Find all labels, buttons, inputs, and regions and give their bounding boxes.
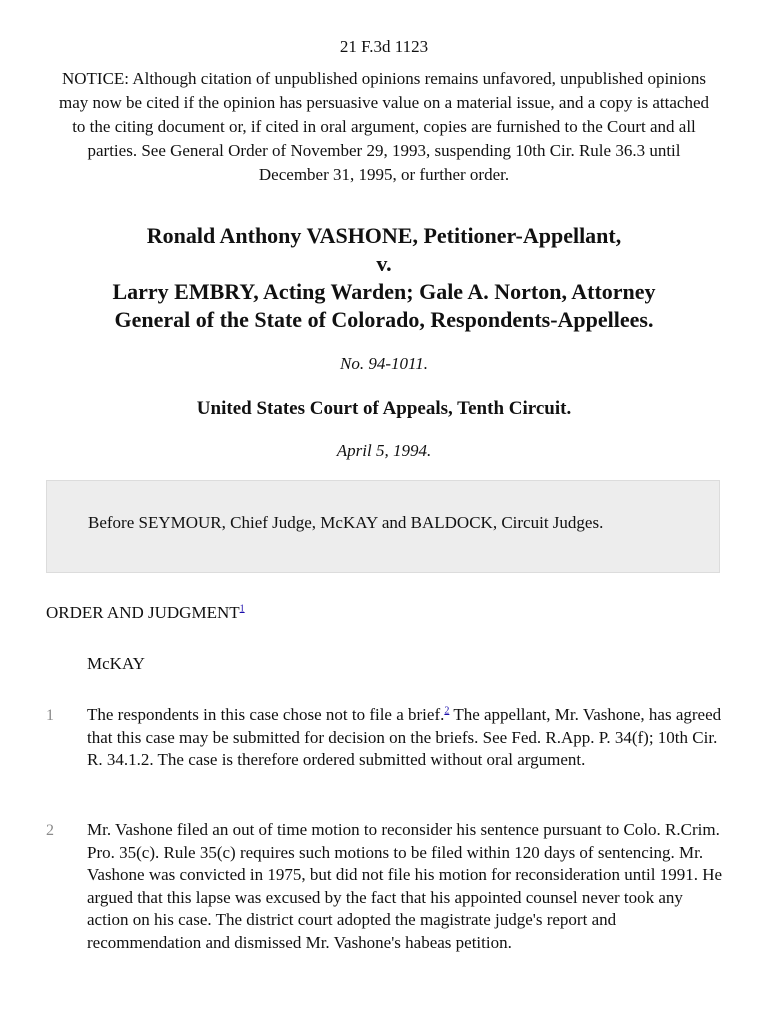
paragraph-number: 1	[46, 707, 54, 724]
opinion-paragraph	[87, 704, 723, 772]
paragraph-text: The respondents in this case chose not to file a brief.	[87, 705, 445, 724]
case-citation: 21 F.3d 1123	[339, 37, 429, 56]
case-caption	[40, 222, 728, 334]
docket-number: No. 94-1011.	[340, 354, 428, 373]
opinion-author: McKAY	[87, 654, 145, 673]
judges-panel: Before SEYMOUR, Chief Judge, McKAY and BALDOCK, Circuit Judges.	[88, 513, 604, 532]
decision-date: April 5, 1994.	[336, 441, 432, 460]
footnote-link-1[interactable]: 1	[239, 603, 245, 615]
respondents-line-2: General of the State of Colorado, Respondents-Appellees.	[114, 307, 654, 332]
paragraph-number: 2	[46, 822, 54, 839]
versus-line: v.	[376, 251, 392, 276]
judges-panel-box	[46, 480, 720, 573]
order-and-judgment-heading	[46, 602, 245, 624]
petitioner-line: Ronald Anthony VASHONE, Petitioner-Appellant,	[146, 223, 622, 248]
unpublished-notice: NOTICE: Although citation of unpublished opinions remains unfavored, unpublished opinions may now be cited if the opinion has persuasive value on a material issue, and a copy is attached to the citing document or, if cited in oral argument, copies are furnished to the Court and all parties. See General Order of November 29, 1993, suspending 10th Cir. Rule 36.3 until December 31, 1995, or further order.	[58, 69, 710, 184]
respondents-line-1: Larry EMBRY, Acting Warden; Gale A. Norton, Attorney	[112, 279, 656, 304]
court-name: United States Court of Appeals, Tenth Circuit.	[196, 398, 572, 419]
order-heading-label: ORDER AND JUDGMENT	[46, 603, 240, 622]
paragraph-text: The appellant, Mr. Vashone, has agreed that this case may be submitted for decision on the briefs. See Fed. R.App. P. 34(f); 10th Cir. R. 34.1.2. The case is therefore ordered submitted without oral argument.	[87, 705, 722, 769]
footnote-link-2[interactable]: 2	[444, 705, 450, 717]
opinion-paragraph: Mr. Vashone filed an out of time motion to reconsider his sentence pursuant to Colo. R.Crim. Pro. 35(c). Rule 35(c) requires such motions to be filed within 120 days of sentencing. Mr. Vashone was convicted in 1975, but did not file his motion for reconsideration until 1991. He argued that this lapse was excused by the fact that his appointed counsel never took any action on his case. The district court adopted the magistrate judge's report and recommendation and dismissed Mr. Vashone's habeas petition.	[87, 820, 723, 952]
